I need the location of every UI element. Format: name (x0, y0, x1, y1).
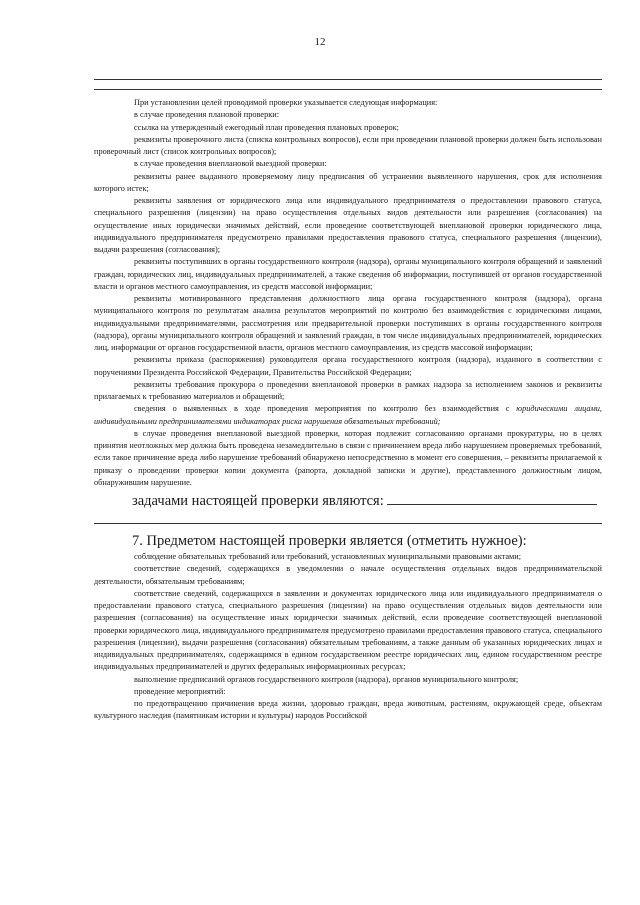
section-7-item: выполнение предписаний органов государственного контроля (надзора), органов муниципального контроля; (134, 674, 519, 684)
section-7-item: соблюдение обязательных требований или требований, установленных муниципальными правовыми актами; (134, 552, 522, 561)
header-divider-top (94, 79, 602, 80)
list-item: реквизиты поступивших в органы государственного контроля (надзора), органы муниципального контроля обращений и заявлений граждан, юридических лиц, индивидуальных предпринимателей, а также сведения об информации, поступившей от органов государственной власти и органов местного самоуправления, из средств массовой информации; (94, 257, 602, 291)
section-divider (94, 523, 602, 524)
list-item: реквизиты заявления от юридического лица или индивидуального предпринимателя о предоставлении правового статуса, специального разрешения (лицензии) на право осуществления отдельных видов деятельности или разрешения (согласования) на осуществление иных юридически значимых действий, если проведение соответствующей внеплановой проверки юридического лица, индивидуального предпринимателя предусмотрено правилами предоставления правового статуса, специального разрешения (лицензии), выдачи разрешения (согласования); (94, 196, 602, 254)
list-item: реквизиты приказа (распоряжения) руководителя органа государственного контроля (надзора), изданного в соответствии с поручениями Президента Российской Федерации, Правительства Российской Федерации; (94, 355, 602, 377)
paragraph-intro: При установлении целей проводимой проверки указывается следующая информация: (134, 98, 438, 107)
section-7-item: по предотвращению причинения вреда жизни, здоровью граждан, вреда животным, растениям, окружающей среде, объектам культурного наследия (памятникам истории и культуры) народов Российской (94, 699, 602, 721)
risk-text: сведения о выявленных в ходе проведения мероприятия по контролю без взаимодействия с (134, 404, 517, 414)
tasks-blank-field[interactable] (387, 494, 597, 505)
section-7-item: соответствие сведений, содержащихся в уведомлении о начале осуществления отдельных видов предпринимательской деятельности, обязательным требованиям; (94, 564, 602, 586)
list-item: в случае проведения внеплановой выездной проверки: (134, 159, 327, 169)
section-7-item: проведение мероприятий: (134, 686, 226, 696)
list-item: в случае проведения внеплановой выездной проверки, которая подлежит согласованию органами прокуратуры, но в целях принятия неотложных мер должна быть проведена незамедлительно в связи с причинением вреда либо нарушением проверяемых требований, если такое причинение вреда либо нарушение требований обнаружено непосредственно в момент его совершения, – реквизиты прилагаемой к приказу о проведении проверки копии документа (рапорта, докладной записки и другие), представленного должностным лицом, обнаружившим нарушение. (94, 428, 602, 487)
list-item: реквизиты ранее выданного проверяемому лицу предписания об устранении выявленного нарушения, срок для исполнения которого истек; (94, 171, 602, 193)
list-item: в случае проведения плановой проверки: (134, 110, 280, 120)
list-item: реквизиты требования прокурора о проведении внеплановой проверки в рамках надзора за исполнением законов и реквизиты прилагаемых к требованию материалов и обращений; (94, 379, 602, 401)
header-divider-bottom (94, 89, 602, 90)
list-item: реквизиты мотивированного представления должностного лица органа государственного контроля (надзора), органа муниципального контроля по результатам анализа результатов мероприятий по контролю без взаимодействия с юридическими лицами, индивидуальными предпринимателями, рассмотрения или предварительной проверки поступивших в органы государственного контроля (надзора), органы муниципального контроля обращений и заявлений граждан, в том числе индивидуальных предпринимателей, юридических лиц, информации от органов государственной власти, органов местного самоуправления, из средств массовой информации; (94, 294, 602, 352)
tasks-label: задачами настоящей проверки являются: (132, 493, 384, 509)
risk-text-italic: юридическими лицами, индивидуальными предпринимателями индикаторах риска нарушения обязательных требований; (94, 404, 603, 426)
list-item: ссылка на утвержденный ежегодный план проведения плановых проверок; (134, 122, 399, 132)
section-7-item: соответствие сведений, содержащихся в заявлении и документах юридического лица или индивидуального предпринимателя о предоставлении правового статуса, специального разрешения (лицензии) на право осуществления отдельных видов деятельности или разрешения (согласования) на осуществление иных юридически значимых действий, если проведение соответствующей внеплановой проверки юридического лица, индивидуального предпринимателя предусмотрено правилами предоставления правового статуса, специального разрешения (лицензии), выдачи разрешения (согласования) обязательным требованиям, а также данным об указанных юридических лицах и индивидуальных предпринимателях, содержащимся в едином государственном реестре юридических лиц, едином государственном реестре индивидуальных предпринимателей и других федеральных информационных ресурсах; (94, 588, 602, 672)
document-body (94, 97, 602, 723)
list-item: реквизиты проверочного листа (списка контрольных вопросов), если при проведении плановой проверки должен быть использован проверочный лист (список контрольных вопросов); (94, 134, 602, 156)
tasks-line (94, 491, 602, 512)
list-item-risk-indicators (94, 403, 602, 428)
page-number: 12 (314, 36, 326, 48)
section-7-heading: 7. Предметом настоящей проверки является (отметить нужное): (132, 533, 527, 549)
